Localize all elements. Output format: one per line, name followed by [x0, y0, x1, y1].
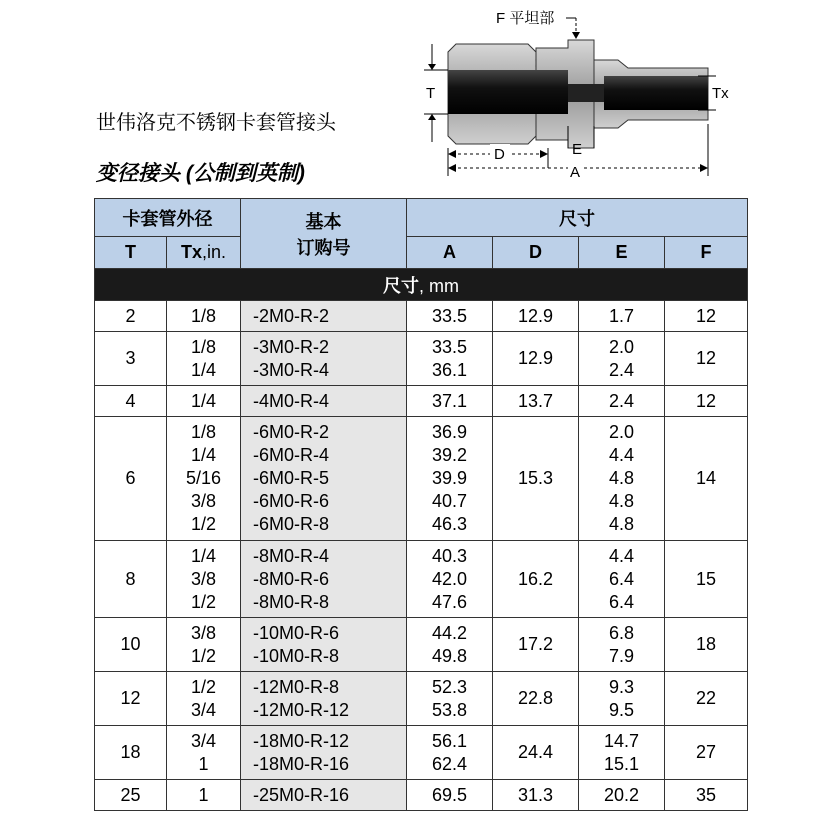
cell-d: 12.9	[493, 301, 579, 332]
cell-t: 4	[95, 386, 167, 417]
cell-line: -6M0-R-4	[253, 445, 330, 465]
cell-t: 12	[95, 672, 167, 726]
cell-line: 14.7	[603, 730, 640, 751]
cell-line: 47.6	[431, 591, 468, 612]
cell-d: 24.4	[493, 726, 579, 780]
cell-d: 17.2	[493, 618, 579, 672]
page-subtitle: 变径接头 (公制到英制)	[96, 162, 305, 185]
flat-label: F 平坦部	[496, 10, 555, 27]
page-title: 世伟洛克不锈钢卡套管接头	[96, 112, 336, 134]
cell-line: 3/8	[190, 568, 217, 589]
cell-line: 52.3	[431, 676, 468, 697]
cell-f: 22	[665, 672, 748, 726]
header-tube-od: 卡套管外径	[95, 199, 241, 237]
cell-line: 53.8	[431, 699, 468, 720]
cell-line: 1/2	[190, 645, 217, 666]
cell-line: 1	[198, 753, 209, 774]
cell-e	[579, 726, 665, 780]
cell-line: 1/4	[190, 390, 217, 411]
dimension-table	[94, 198, 748, 811]
cell-line: 40.7	[431, 491, 468, 511]
cell-t: 3	[95, 332, 167, 386]
cell-line: 4.4	[608, 445, 635, 465]
header-F: F	[665, 237, 748, 269]
cell-part	[241, 541, 407, 618]
header-dimensions: 尺寸	[407, 199, 748, 237]
cell-line: 46.3	[431, 514, 468, 534]
cell-part	[241, 618, 407, 672]
cell-line: 5/16	[185, 468, 222, 488]
cell-a	[407, 301, 493, 332]
cell-line: 33.5	[431, 336, 468, 357]
cell-line: 15.1	[603, 753, 640, 774]
cell-line: 4.8	[608, 468, 635, 488]
cell-part	[241, 332, 407, 386]
cell-tx	[167, 332, 241, 386]
cell-line: -10M0-R-6	[253, 622, 340, 643]
table-row	[95, 726, 748, 780]
cell-line: -3M0-R-4	[253, 359, 330, 380]
cell-line: -6M0-R-6	[253, 491, 330, 511]
cell-a	[407, 541, 493, 618]
cell-tx	[167, 541, 241, 618]
cell-line: 42.0	[431, 568, 468, 589]
cell-line: -18M0-R-12	[253, 730, 350, 751]
cell-line: -2M0-R-2	[253, 305, 330, 326]
cell-line: 2.0	[608, 336, 635, 357]
cell-a	[407, 780, 493, 811]
unit-row	[95, 269, 748, 301]
cell-e	[579, 672, 665, 726]
header-Tx-label: Tx	[180, 242, 202, 262]
cell-line: 56.1	[431, 730, 468, 751]
cell-line: -6M0-R-2	[253, 422, 330, 442]
cell-line: 3/8	[190, 622, 217, 643]
cell-line: -10M0-R-8	[253, 645, 340, 666]
cell-line: -8M0-R-6	[253, 568, 330, 589]
cell-line: -18M0-R-16	[253, 753, 350, 774]
cell-e	[579, 618, 665, 672]
cell-d: 16.2	[493, 541, 579, 618]
cell-line: 2.0	[608, 422, 635, 442]
header-Tx-unit: ,in.	[202, 242, 227, 262]
cell-a	[407, 386, 493, 417]
cell-part	[241, 672, 407, 726]
cell-line: 36.9	[431, 422, 468, 442]
cell-e	[579, 386, 665, 417]
cell-line: 3/4	[190, 730, 217, 751]
cell-line: 2.4	[608, 359, 635, 380]
cell-line: 4.8	[608, 491, 635, 511]
cell-e	[579, 541, 665, 618]
cell-t: 6	[95, 417, 167, 541]
cell-line: 6.4	[608, 568, 635, 589]
cell-line: 2.4	[608, 390, 635, 411]
cell-line: 4.8	[608, 514, 635, 534]
label-Tx: Tx	[712, 85, 729, 102]
cell-line: -4M0-R-4	[253, 390, 330, 411]
cell-a	[407, 672, 493, 726]
cell-line: 40.3	[431, 545, 468, 566]
cell-line: 33.5	[431, 305, 468, 326]
cell-line: 1/2	[190, 591, 217, 612]
header-D: D	[493, 237, 579, 269]
cell-a	[407, 332, 493, 386]
cell-f: 35	[665, 780, 748, 811]
cell-f: 12	[665, 332, 748, 386]
cell-d: 22.8	[493, 672, 579, 726]
header-E: E	[579, 237, 665, 269]
cell-line: 1.7	[608, 305, 635, 326]
cell-line: 6.4	[608, 591, 635, 612]
cell-tx	[167, 301, 241, 332]
cell-line: 9.3	[608, 676, 635, 697]
table-row	[95, 618, 748, 672]
cell-f: 12	[665, 301, 748, 332]
label-T: T	[426, 85, 436, 102]
cell-line: 49.8	[431, 645, 468, 666]
table-row	[95, 301, 748, 332]
table-row	[95, 541, 748, 618]
cell-tx	[167, 726, 241, 780]
cell-d: 12.9	[493, 332, 579, 386]
cell-tx	[167, 672, 241, 726]
cell-line: 3/4	[190, 699, 217, 720]
cell-part	[241, 386, 407, 417]
cell-line: 1/4	[190, 359, 217, 380]
cell-line: 1/4	[190, 445, 217, 465]
table-row	[95, 417, 748, 541]
cell-t: 10	[95, 618, 167, 672]
cell-part	[241, 726, 407, 780]
cell-line: 1/2	[190, 514, 217, 534]
cell-e	[579, 332, 665, 386]
cell-t: 25	[95, 780, 167, 811]
cell-line: 39.2	[431, 445, 468, 465]
table-row	[95, 780, 748, 811]
cell-part	[241, 780, 407, 811]
cell-tx	[167, 618, 241, 672]
cell-a	[407, 618, 493, 672]
label-D: D	[494, 146, 505, 163]
cell-line: -12M0-R-12	[253, 699, 350, 720]
header-part-line2: 订购号	[296, 237, 351, 258]
fitting-diagram	[418, 8, 729, 181]
unit-row-label: 尺寸	[383, 275, 419, 296]
header-T: T	[95, 237, 167, 269]
cell-line: -25M0-R-16	[253, 784, 350, 805]
table-row	[95, 672, 748, 726]
cell-f: 18	[665, 618, 748, 672]
cell-line: 9.5	[608, 699, 635, 720]
cell-f: 27	[665, 726, 748, 780]
header-Tx	[167, 237, 241, 269]
unit-row-unit: , mm	[419, 275, 459, 296]
cell-line: -8M0-R-4	[253, 545, 330, 566]
cell-t: 18	[95, 726, 167, 780]
cell-line: -3M0-R-2	[253, 336, 330, 357]
cell-line: 1	[198, 784, 209, 805]
cell-line: 1/8	[190, 336, 217, 357]
label-A: A	[570, 164, 581, 181]
cell-e	[579, 301, 665, 332]
cell-tx	[167, 417, 241, 541]
cell-t: 2	[95, 301, 167, 332]
cell-line: -8M0-R-8	[253, 591, 330, 612]
header-part-number	[241, 199, 407, 269]
cell-line: -6M0-R-8	[253, 514, 330, 534]
cell-line: 4.4	[608, 545, 635, 566]
table-row	[95, 332, 748, 386]
cell-line: 44.2	[431, 622, 468, 643]
cell-line: 36.1	[431, 359, 468, 380]
cell-line: 39.9	[431, 468, 468, 488]
cell-line: 1/2	[190, 676, 217, 697]
cell-e	[579, 780, 665, 811]
cell-a	[407, 417, 493, 541]
cell-d: 31.3	[493, 780, 579, 811]
cell-d: 15.3	[493, 417, 579, 541]
cell-line: 1/4	[190, 545, 217, 566]
cell-part	[241, 301, 407, 332]
cell-line: 1/8	[190, 422, 217, 442]
cell-f: 12	[665, 386, 748, 417]
cell-line: 37.1	[431, 390, 468, 411]
header-A: A	[407, 237, 493, 269]
cell-tx	[167, 780, 241, 811]
cell-f: 15	[665, 541, 748, 618]
cell-a	[407, 726, 493, 780]
cell-line: 69.5	[431, 784, 468, 805]
cell-part	[241, 417, 407, 541]
cell-t: 8	[95, 541, 167, 618]
cell-line: 1/8	[190, 305, 217, 326]
cell-line: -12M0-R-8	[253, 676, 340, 697]
header-part-line1: 基本	[305, 211, 342, 232]
cell-line: 7.9	[608, 645, 635, 666]
cell-e	[579, 417, 665, 541]
cell-f: 14	[665, 417, 748, 541]
cell-line: 20.2	[603, 784, 640, 805]
cell-line: -6M0-R-5	[253, 468, 330, 488]
cell-line: 62.4	[431, 753, 468, 774]
cell-line: 3/8	[190, 491, 217, 511]
cell-d: 13.7	[493, 386, 579, 417]
label-E: E	[572, 141, 583, 158]
cell-line: 6.8	[608, 622, 635, 643]
cell-tx	[167, 386, 241, 417]
table-row	[95, 386, 748, 417]
